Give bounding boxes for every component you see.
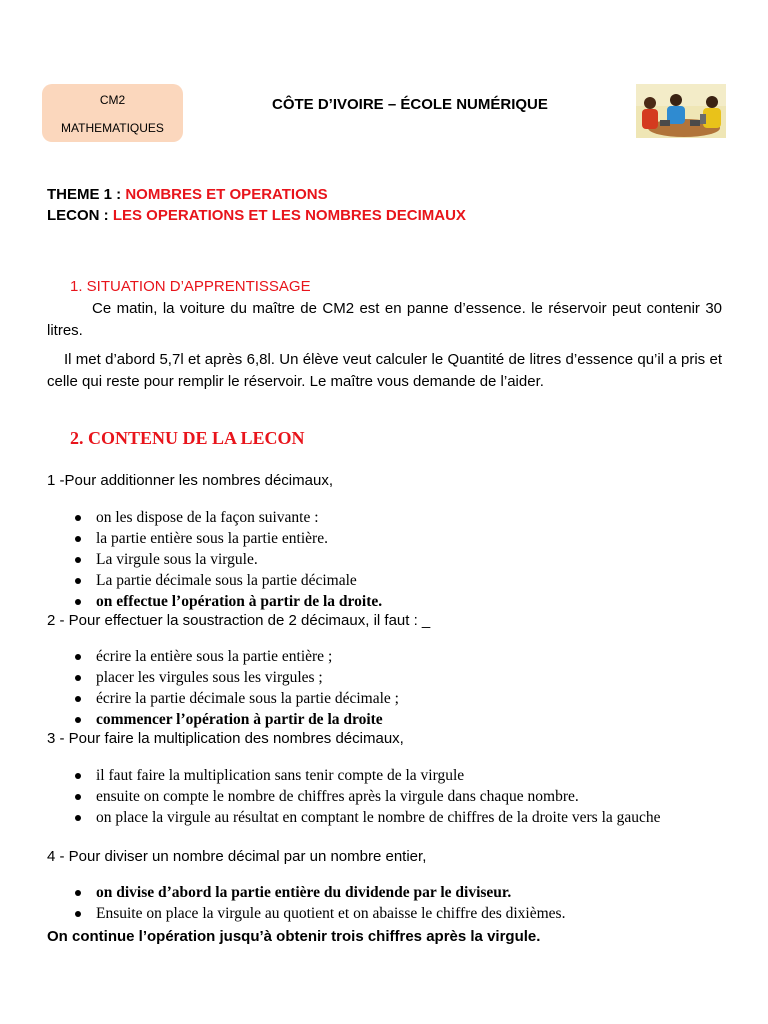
rule-1-list [74, 507, 382, 612]
rule-2-heading: 2 - Pour effectuer la soustraction de 2 décimaux, il faut : _ [47, 612, 431, 629]
conclusion-text: On continue l’opération jusqu’à obtenir trois chiffres après la virgule. [47, 928, 541, 945]
theme-line [47, 186, 328, 203]
situation-paragraph-2: Il met d’abord 5,7l et après 6,8l. Un élève veut calculer le Quantité de litres d’essence qu’il a pris et celle qui reste pour remplir le réservoir. Le maître vous demande de l’aider. [47, 351, 722, 390]
rule-3-list [74, 765, 716, 828]
list-item: on les dispose de la façon suivante : [74, 507, 382, 528]
level-badge [42, 84, 183, 142]
rule-3-heading: 3 - Pour faire la multiplication des nombres décimaux, [47, 730, 404, 747]
list-item: Ensuite on place la virgule au quotient et on abaisse le chiffre des dixièmes. [74, 903, 565, 924]
list-item: placer les virgules sous les virgules ; [74, 667, 399, 688]
rule-4-list [74, 882, 565, 924]
list-item: commencer l’opération à partir de la droite [74, 709, 399, 730]
level-label: CM2 [99, 93, 126, 107]
list-item: la partie entière sous la partie entière. [74, 528, 382, 549]
list-item: écrire la partie décimale sous la partie décimale ; [74, 688, 399, 709]
list-item: La partie décimale sous la partie décimale [74, 570, 382, 591]
lecon-line [47, 207, 466, 224]
list-item: La virgule sous la virgule. [74, 549, 382, 570]
rule-4-heading: 4 - Pour diviser un nombre décimal par un nombre entier, [47, 848, 427, 865]
section1-title: 1. SITUATION D’APPRENTISSAGE [70, 278, 311, 295]
theme-label: THEME 1 : [47, 186, 126, 203]
list-item: il faut faire la multiplication sans tenir compte de la virgule [74, 765, 716, 786]
section2-title: 2. CONTENU DE LA LECON [70, 428, 305, 448]
lecon-label: LECON : [47, 207, 113, 224]
list-item: écrire la entière sous la partie entière ; [74, 646, 399, 667]
situation-paragraph-1: Ce matin, la voiture du maître de CM2 est en panne d’essence. le réservoir peut contenir 30 litres. [47, 300, 722, 339]
classroom-illustration-icon [636, 84, 726, 138]
theme-value: NOMBRES ET OPERATIONS [125, 186, 328, 203]
rule-2-list [74, 646, 399, 730]
rule-1-heading: 1 -Pour additionner les nombres décimaux, [47, 472, 333, 489]
lecon-value: LES OPERATIONS ET LES NOMBRES DECIMAUX [112, 207, 466, 224]
list-item: on effectue l’opération à partir de la droite. [74, 591, 382, 612]
document-title: CÔTE D’IVOIRE – ÉCOLE NUMÉRIQUE [272, 96, 548, 113]
list-item: on divise d’abord la partie entière du dividende par le diviseur. [74, 882, 565, 903]
subject-label: MATHEMATIQUES [61, 121, 164, 135]
list-item: on place la virgule au résultat en comptant le nombre de chiffres de la droite vers la gauche [74, 807, 716, 828]
list-item: ensuite on compte le nombre de chiffres après la virgule dans chaque nombre. [74, 786, 716, 807]
